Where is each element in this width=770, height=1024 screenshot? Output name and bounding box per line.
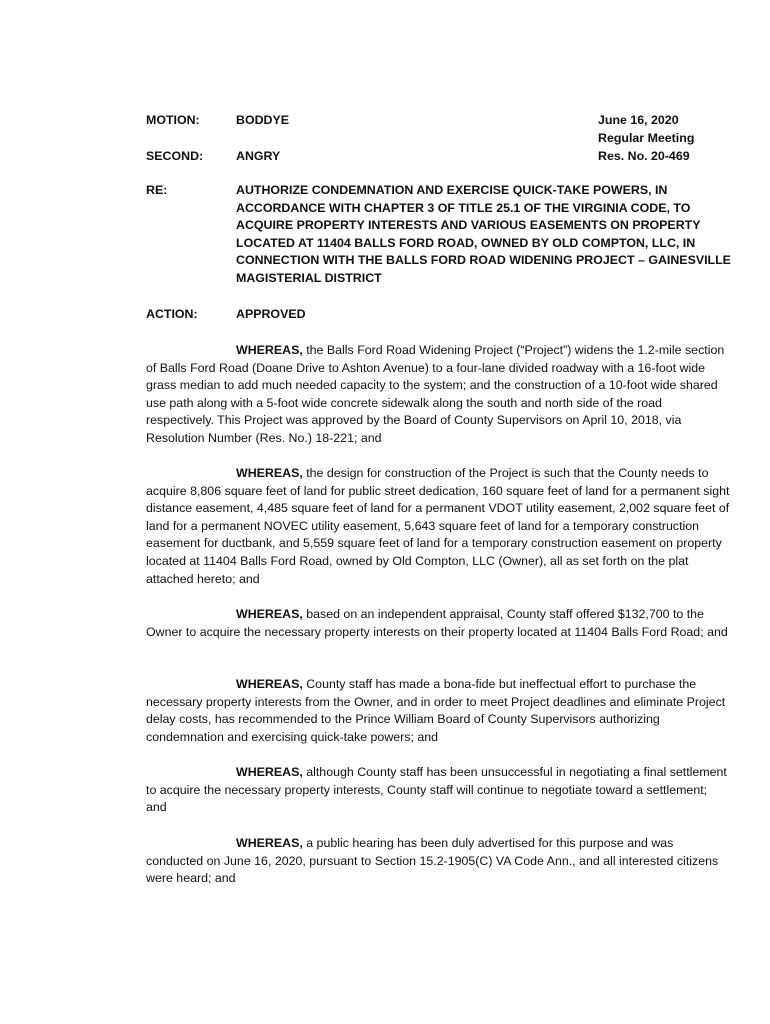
whereas-lead: WHEREAS, xyxy=(236,607,303,621)
paragraph-text: the Balls Ford Road Widening Project (“Project”) widens the 1.2-mile section of Balls Ford Road (Doane Drive to Ashton Avenue) to a four-lane divided roadway with a 16-foot wide grass median to add much needed capacity to the system; and the construction of a 10-foot wide shared use path along with a 5-foot wide concrete sidewalk along the south and north side of the road respectively. This Project was approved by the Board of County Supervisors on April 10, 2018, via Resolution Number (Res. No.) 18-221; and xyxy=(146,343,725,445)
whereas-lead: WHEREAS, xyxy=(236,343,303,357)
paragraph-text: County staff has made a bona-fide but ineffectual effort to purchase the necessary property interests from the Owner, and in order to meet Project deadlines and eliminate Project delay costs, has recommended to the Prince William Board of County Supervisors authorizing condemnation and exercising quick-take powers; and xyxy=(146,677,726,744)
whereas-lead: WHEREAS, xyxy=(236,466,303,480)
second-label: SECOND: xyxy=(146,149,204,163)
resolution-number: Res. No. 20-469 xyxy=(598,149,690,163)
whereas-paragraph-3 xyxy=(146,606,731,641)
motion-value: BODDYE xyxy=(236,113,290,127)
whereas-lead: WHEREAS, xyxy=(236,677,303,691)
paragraph-text: based on an independent appraisal, County staff offered $132,700 to the Owner to acquire the necessary property interests on their property located at 11404 Balls Ford Road; and xyxy=(146,607,728,639)
whereas-paragraph-6 xyxy=(146,835,731,888)
meeting-date: June 16, 2020 xyxy=(598,113,679,127)
re-label: RE: xyxy=(146,183,168,197)
meeting-type: Regular Meeting xyxy=(598,131,695,145)
paragraph-text: the design for construction of the Project is such that the County needs to acquire 8,806 square feet of land for public street dedication, 160 square feet of land for a permanent sight distance easement, 4,485 square feet of land for a permanent VDOT utility easement, 2,002 square feet of land for a permanent NOVEC utility easement, 5,643 square feet of land for a temporary construction easement for ductbank, and 5,559 square feet of land for a temporary construction easement on property located at 11404 Balls Ford Road, owned by Old Compton, LLC (Owner), all as set forth on the plat attached hereto; and xyxy=(146,466,730,586)
whereas-lead: WHEREAS, xyxy=(236,836,303,850)
re-subject: AUTHORIZE CONDEMNATION AND EXERCISE QUICK-TAKE POWERS, IN ACCORDANCE WITH CHAPTER 3 OF TITLE 25.1 OF THE VIRGINIA CODE, TO ACQUIRE PROPERTY INTERESTS AND VARIOUS EASEMENTS ON PROPERTY LOCATED AT 11404 BALLS FORD ROAD, OWNED BY OLD COMPTON, LLC, IN CONNECTION WITH THE BALLS FORD ROAD WIDENING PROJECT – GAINESVILLE MAGISTERIAL DISTRICT xyxy=(236,183,731,285)
whereas-paragraph-2 xyxy=(146,465,731,588)
action-value: APPROVED xyxy=(236,307,306,321)
whereas-paragraph-4 xyxy=(146,676,731,746)
second-value: ANGRY xyxy=(236,149,281,163)
action-label: ACTION: xyxy=(146,307,198,321)
whereas-lead: WHEREAS, xyxy=(236,765,303,779)
paragraph-text: a public hearing has been duly advertised for this purpose and was conducted on June 16, 2020, pursuant to Section 15.2-1905(C) VA Code Ann., and all interested citizens were heard; and xyxy=(146,836,719,886)
whereas-paragraph-5 xyxy=(146,764,731,817)
whereas-paragraph-1 xyxy=(146,342,731,448)
paragraph-text: although County staff has been unsuccessful in negotiating a final settlement to acquire the necessary property interests, County staff will continue to negotiate toward a settlement; and xyxy=(146,765,727,815)
motion-label: MOTION: xyxy=(146,113,200,127)
